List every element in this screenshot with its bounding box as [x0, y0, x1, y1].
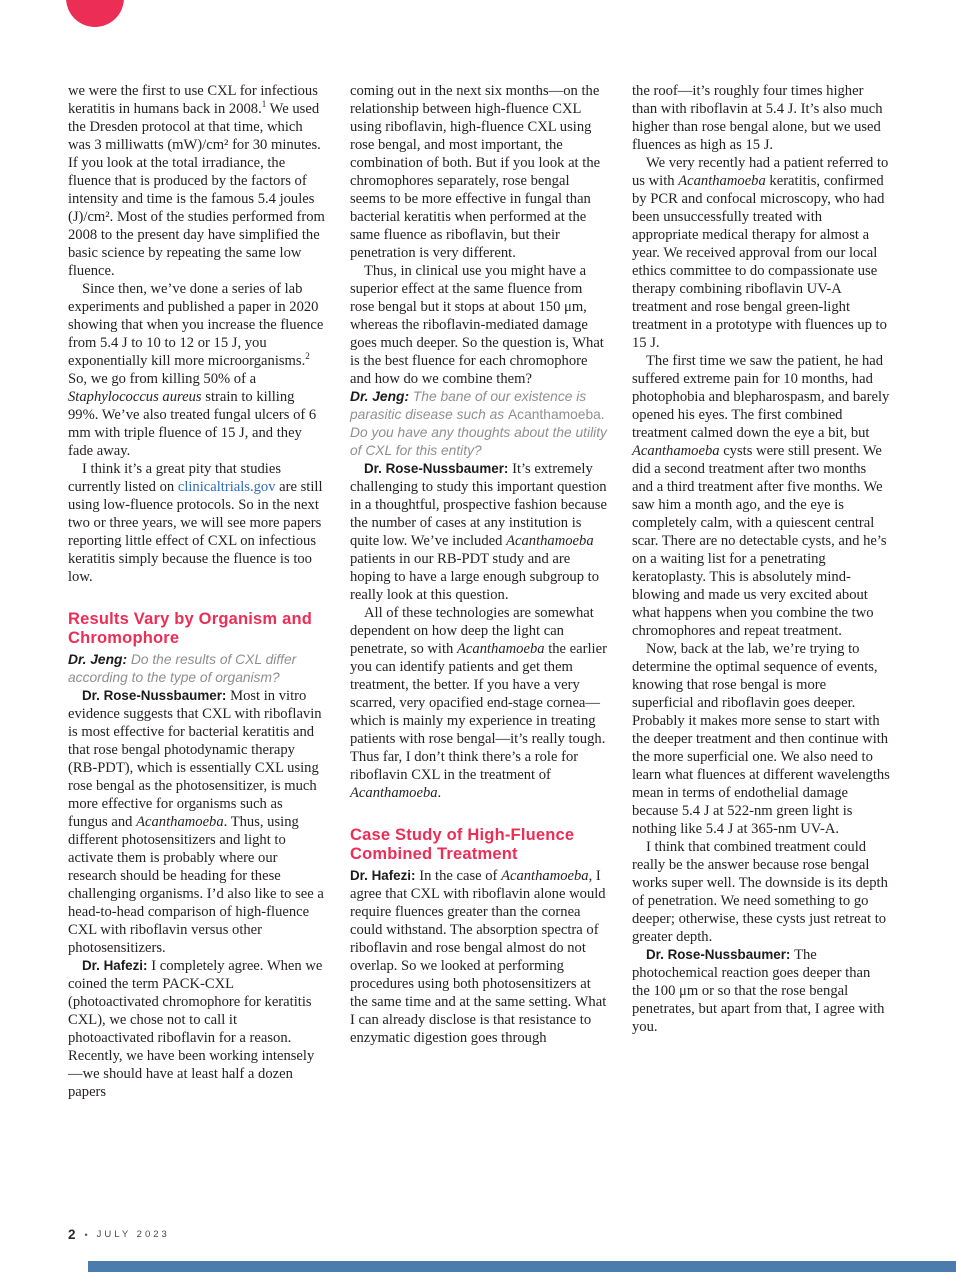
footer-separator-dot: •: [84, 1229, 88, 1240]
footnote-reference: 2: [305, 351, 310, 362]
bottom-edge-bar: [88, 1261, 956, 1272]
text-run: we were the first to use CXL for infectious keratitis in humans back in 2008.: [68, 83, 318, 117]
article-paragraph: [68, 280, 326, 460]
text-run: Acanthamoeba: [506, 533, 594, 549]
article-paragraph: [68, 460, 326, 586]
speaker-name: Dr. Rose-Nussbaumer:: [364, 461, 513, 476]
section-heading: Case Study of High-Fluence Combined Treatment: [350, 826, 575, 863]
speaker-name: Dr. Hafezi:: [82, 958, 152, 973]
article-paragraph: [350, 82, 608, 262]
footnote-reference: 1: [261, 99, 267, 110]
text-run: Acanthamoeba: [632, 443, 720, 459]
article-paragraph: [632, 154, 890, 352]
article-paragraph: [350, 262, 608, 388]
text-run: All of these technologies are somewhat dependent on how deep the light can penetrate, so with: [350, 605, 594, 657]
article-paragraph: [68, 82, 326, 280]
article-column-2: [350, 82, 608, 1101]
article-paragraph: [350, 460, 608, 604]
text-run: I think it’s a great pity that studies currently listed on: [68, 461, 282, 495]
text-run: Acanthamoeba: [501, 868, 589, 884]
article-paragraph: [632, 640, 890, 838]
text-run: We very recently had a patient referred to us with: [632, 155, 889, 189]
text-run: Do you have any thoughts about the utility of CXL for this entity?: [350, 425, 607, 458]
article-body: [68, 82, 890, 1101]
speaker-name: Dr. Jeng:: [68, 652, 131, 667]
interviewer-question: [68, 651, 326, 687]
text-run: We used the Dresden protocol at that time, which was 3 milliwatts (mW)/cm² for 30 minutes. If you look at the total irradiance, the fluence that is produced by the factors of intensity and time is the famous 5.4 joules (J)/cm². Most of the studies performed from 2008 to the present day have simplified the basic science by repeating the same low fluence.: [68, 101, 325, 279]
text-run: the earlier you can identify patients and get them treatment, the better. If you have a very scarred, very opacified end-stage cornea—which is mainly my experience in treating patients with rose bengal—it’s really tough. Thus far, I don’t think there’s a role for riboflavin CXL in the treatment of: [350, 641, 607, 783]
issue-date: JULY 2023: [96, 1229, 170, 1240]
speaker-name: Dr. Rose-Nussbaumer:: [82, 688, 231, 703]
text-run: Do the results of CXL differ according to the type of organism?: [68, 652, 297, 685]
text-run: .: [437, 785, 442, 801]
speaker-name: Dr. Rose-Nussbaumer:: [646, 947, 795, 962]
text-run: patients in our RB-PDT study and are hoping to have a large enough subgroup to really look at this question.: [350, 551, 599, 603]
text-run: Staphylococcus aureus: [68, 389, 202, 405]
text-run: Thus, in clinical use you might have a superior effect at the same fluence from rose bengal but it stops at about 150 μm, whereas the riboflavin-mediated damage goes much deeper. So the question is, What is the best fluence for each chromophore and how do we combine them?: [350, 263, 604, 387]
text-run: . Thus, using different photosensitizers and light to activate them is probably where our research should be heading for these challenging organisms. I’d also like to see a head-to-head comparison of high-fluence CXL with riboflavin versus other photosensitizers.: [68, 814, 324, 956]
text-run: the roof—it’s roughly four times higher than with riboflavin at 5.4 J. It’s also much higher than rose bengal alone, but we used fluences as high as 15 J.: [632, 83, 883, 153]
text-run: Now, back at the lab, we’re trying to determine the optimal sequence of events, knowing that rose bengal is more superficial and riboflavin goes deeper. Probably it makes more sense to start with the deeper treatment and then continue with the more superficial one. We also need to learn what fluences at different wavelengths mean in terms of endothelial damage because 5.4 J at 522-nm green light is nothing like 5.4 J at 365-nm UV-A.: [632, 641, 890, 837]
text-run: I think that combined treatment could really be the answer because rose bengal works super well. The downside is its depth of penetration. We need something to go deeper; otherwise, these cysts just retreat to greater depth.: [632, 839, 888, 945]
text-run: Since then, we’ve done a series of lab experiments and published a paper in 2020 showing that when you increase the fluence from 5.4 J to 10 to 12 or 15 J, you exponentially kill more microorganisms.: [68, 281, 324, 369]
text-run: In the case of: [419, 868, 502, 884]
article-paragraph: [350, 867, 608, 1047]
text-run: , I agree that CXL with riboflavin alone would require fluences greater than the cornea could withstand. The absorption spectra of riboflavin and rose bengal almost do not overlap. So we looked at performing procedures using both photosensitizers at the same time and at the same setting. What I can already disclose is that resistance to enzymatic digestion goes through: [350, 868, 607, 1046]
text-run: Acanthamoeba: [350, 785, 438, 801]
interviewer-question: [350, 388, 608, 460]
speaker-name: Dr. Jeng:: [350, 389, 413, 404]
page-footer: [68, 1227, 170, 1242]
article-column-1: [68, 82, 326, 1101]
article-paragraph: [68, 687, 326, 957]
text-run: I completely agree. When we coined the term PACK-CXL (photoactivated chromophore for keratitis CXL), we chose not to call it photoactivated riboflavin for a reason. Recently, we have been working intensely—we should have at least half a dozen papers: [68, 958, 323, 1100]
text-run: Acanthamoeba.: [507, 407, 605, 422]
article-column-3: [632, 82, 890, 1101]
text-run: coming out in the next six months—on the relationship between high-fluence CXL using riboflavin, high-fluence CXL using rose bengal, and most important, the combination of both. But if you look at the chromophores separately, rose bengal seems to be more effective in fungal than bacterial keratitis when performed at the same fluence as riboflavin, but their penetration is very different.: [350, 83, 601, 261]
text-run: cysts were still present. We did a second treatment after two months and a third treatment after five months. We saw him a month ago, and the eye is completely calm, with a quiescent central scar. There are no detectable cysts, and he’s on a waiting list for a penetrating keratoplasty. This is absolutely mind-blowing and made us very excited about what happens when you combine the two chromophores and repeat treatment.: [632, 443, 887, 639]
article-paragraph: [632, 82, 890, 154]
text-run: are still using low-fluence protocols. So in the next two or three years, we will see more papers reporting little effect of CXL on infectious keratitis simply because the fluence is too low.: [68, 479, 323, 585]
text-run: It’s extremely challenging to study this important question in a thoughtful, prospective fashion because the number of cases at any institution is quite low. We’ve included: [350, 461, 607, 549]
text-run: The bane of our existence is parasitic disease such as: [350, 389, 587, 422]
text-run: Acanthamoeba: [457, 641, 545, 657]
text-run: Acanthamoeba: [678, 173, 766, 189]
clinicaltrials-link[interactable]: clinicaltrials.gov: [177, 479, 276, 495]
article-paragraph: [632, 352, 890, 640]
article-paragraph: [68, 957, 326, 1101]
article-paragraph: [632, 946, 890, 1036]
text-run: Acanthamoeba: [136, 814, 224, 830]
article-paragraph: [350, 604, 608, 802]
article-paragraph: [632, 838, 890, 946]
text-run: Most in vitro evidence suggests that CXL with riboflavin is most effective for bacterial keratitis and that rose bengal photodynamic therapy (RB-PDT), which is essentially CXL using rose bengal as the photosensitizer, is much more effective for organisms such as fungus and: [68, 688, 322, 830]
brand-dot-decorative-circle: [66, 0, 124, 27]
speaker-name: Dr. Hafezi:: [350, 868, 420, 883]
section-heading: Results Vary by Organism and Chromophore: [68, 610, 313, 647]
text-run: So, we go from killing 50% of a: [68, 371, 257, 387]
text-run: strain to killing 99%. We’ve also treated fungal ulcers of 6 mm with triple fluence of 15 J, and they fade away.: [68, 389, 317, 459]
text-run: The first time we saw the patient, he had suffered extreme pain for 10 months, had photophobia and blepharospasm, and barely opened his eyes. The first combined treatment calmed down the eye a bit, but: [632, 353, 890, 441]
text-run: The photochemical reaction goes deeper than the 100 μm or so that the rose bengal penetrates, but apart from that, I agree with you.: [632, 947, 885, 1035]
page-number: 2: [68, 1227, 76, 1242]
text-run: keratitis, confirmed by PCR and confocal microscopy, who had been unsuccessfully treated with appropriate medical therapy for almost a year. We received approval from our local ethics committee to do compassionate use therapy combining riboflavin UV-A treatment and rose bengal green-light treatment in a prototype with fluences up to 15 J.: [632, 173, 887, 351]
